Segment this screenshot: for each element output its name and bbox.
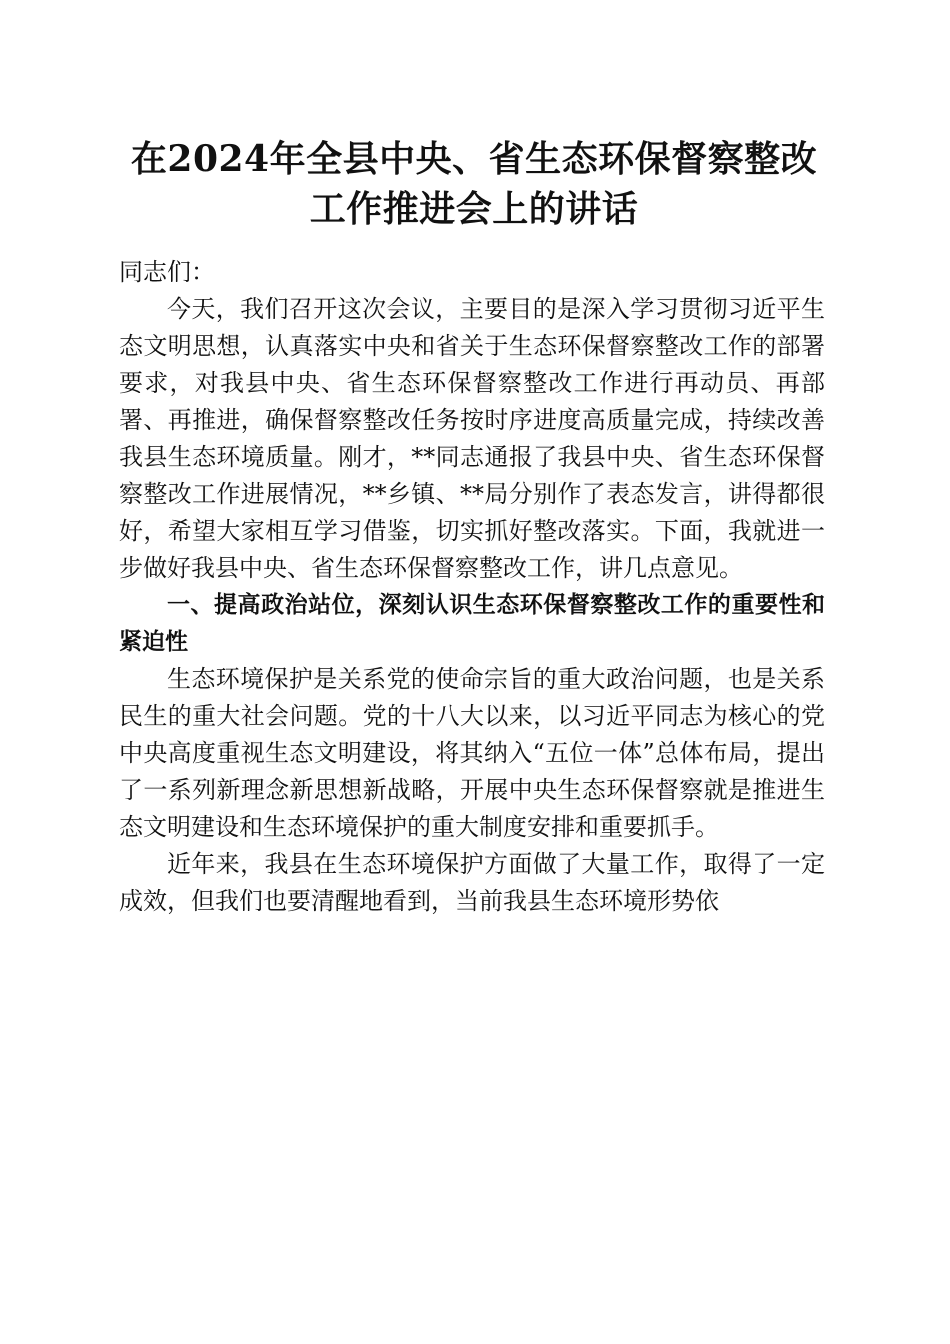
salutation: 同志们： — [119, 258, 215, 286]
document-body — [119, 254, 825, 920]
intro-paragraph: 今天，我们召开这次会议，主要目的是深入学习贯彻习近平生态文明思想，认真落实中央和省关于生态环保督察整改工作的部署要求，对我县中央、省生态环保督察整改工作进行再动员、再部署、再推进，确保督察整改任务按时序进度高质量完成，持续改善我县生态环境质量。刚才，**同志通报了我县中央、省生态环保督察整改工作进展情况，**乡镇、**局分别作了表态发言，讲得都很好，希望大家相互学习借鉴，切实抓好整改落实。下面，我就进一步做好我县中央、省生态环保督察整改工作，讲几点意见。 — [119, 295, 825, 582]
section-1-paragraph-2: 近年来，我县在生态环境保护方面做了大量工作，取得了一定成效，但我们也要清醒地看到，当前我县生态环境形势依 — [119, 850, 825, 915]
document-title: 在2024年全县中央、省生态环保督察整改工作推进会上的讲话 — [130, 138, 818, 230]
section-heading-1: 一、提高政治站位，深刻认识生态环保督察整改工作的重要性和紧迫性 — [119, 592, 825, 655]
section-1-paragraph-1: 生态环境保护是关系党的使命宗旨的重大政治问题，也是关系民生的重大社会问题。党的十八大以来，以习近平同志为核心的党中央高度重视生态文明建设，将其纳入“五位一体”总体布局，提出了一系列新理念新思想新战略，开展中央生态环保督察就是推进生态文明建设和生态环境保护的重大制度安排和重要抓手。 — [119, 665, 825, 841]
